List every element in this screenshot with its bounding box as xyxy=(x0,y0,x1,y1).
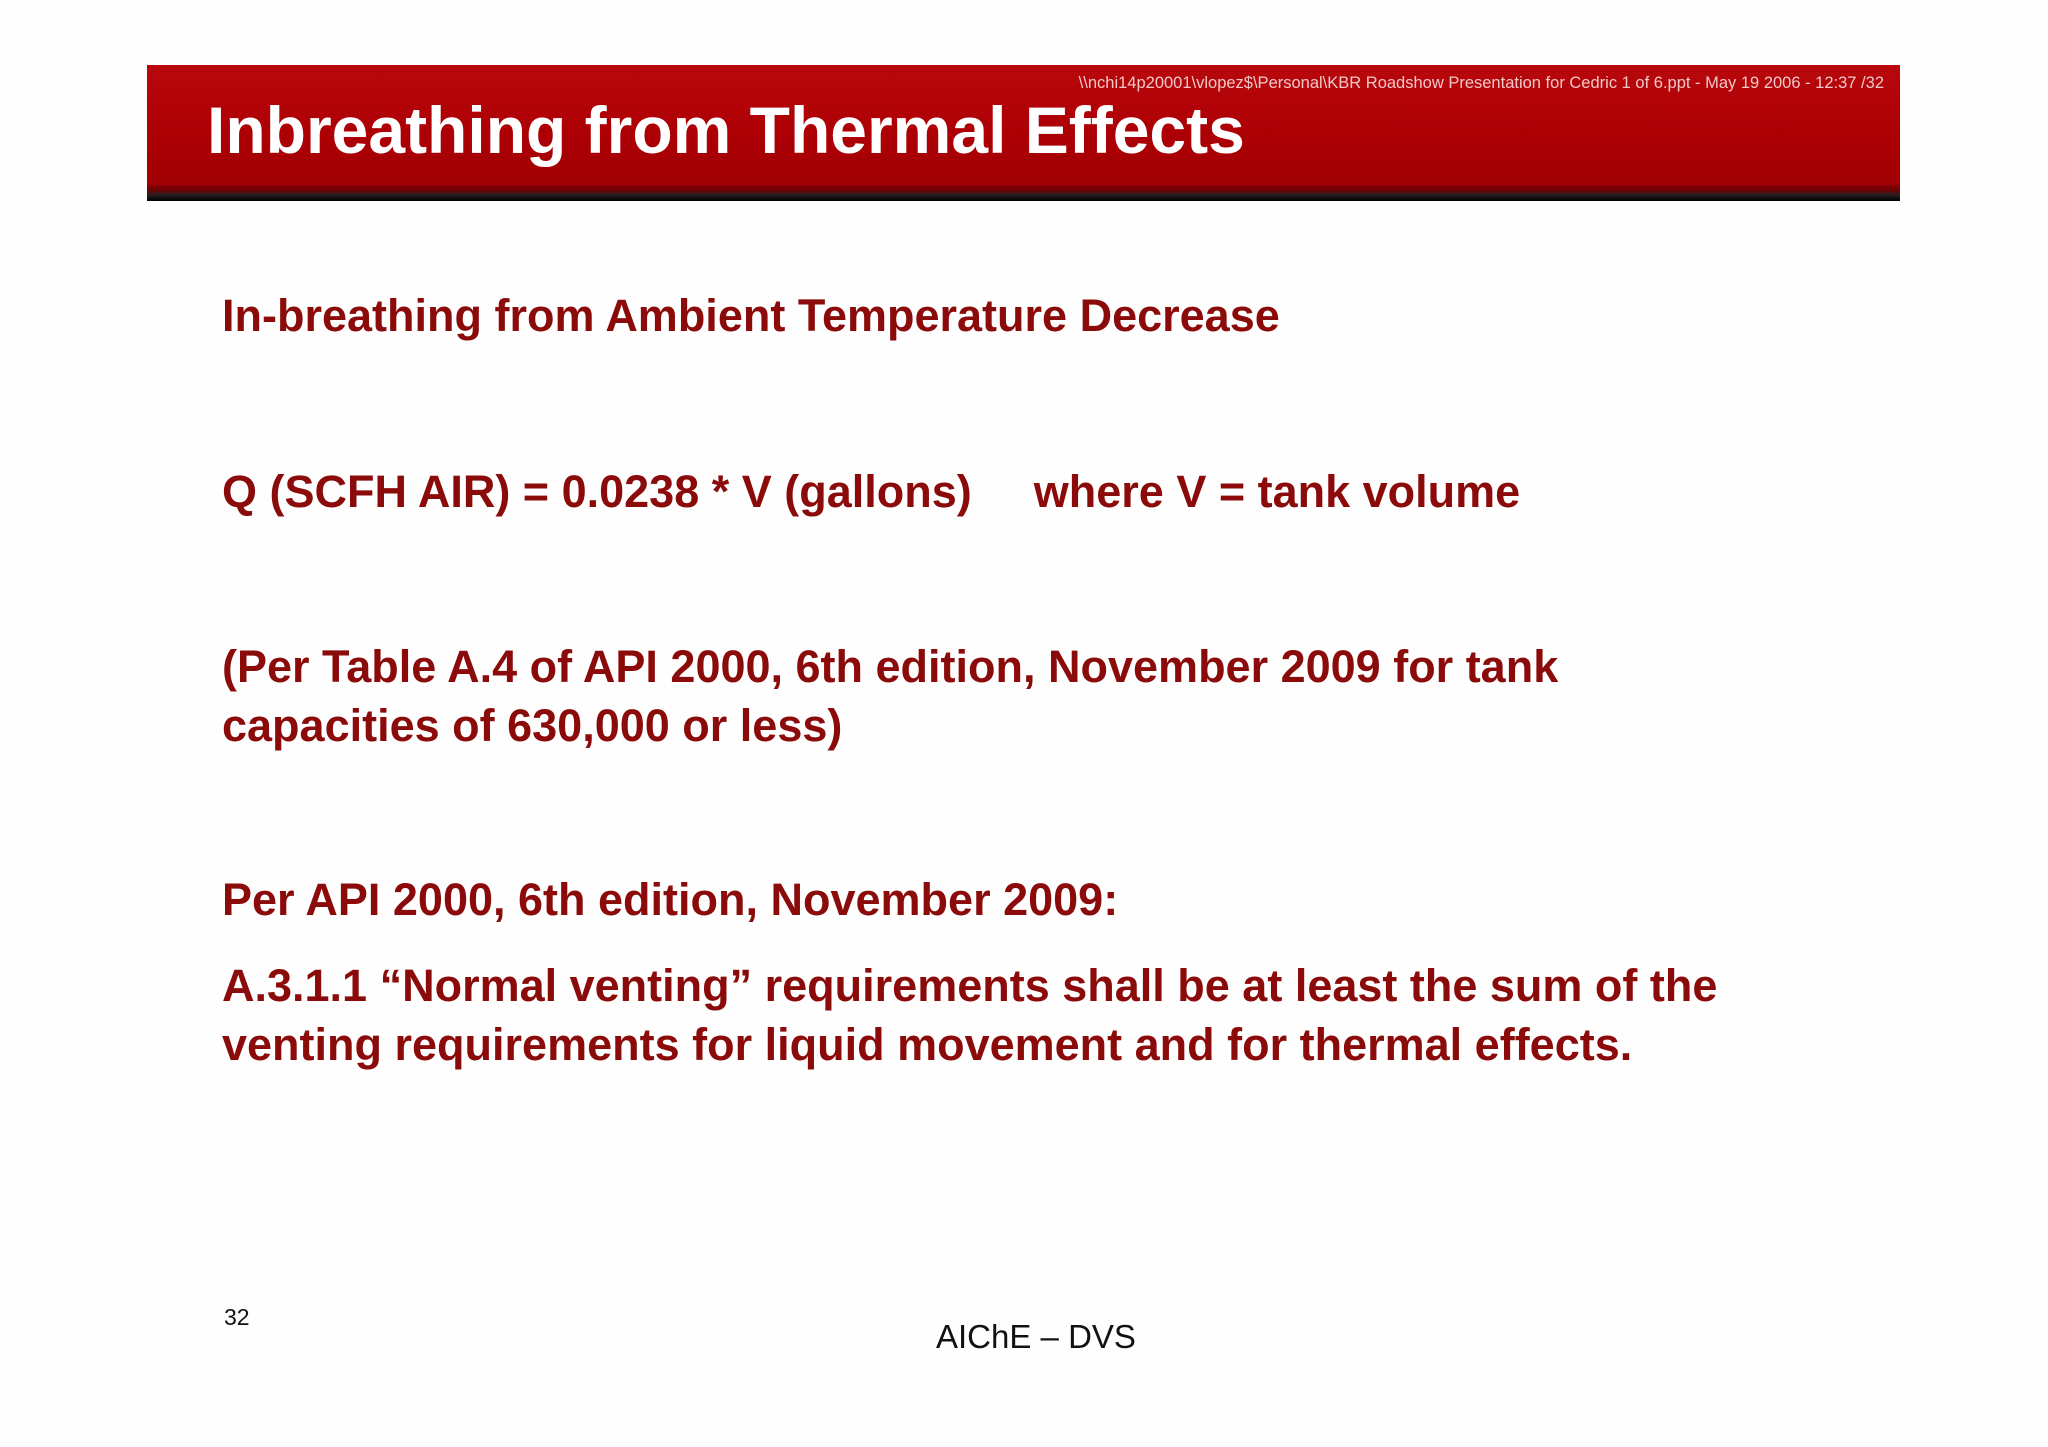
table-reference xyxy=(222,637,1558,755)
slide-title: Inbreathing from Thermal Effects xyxy=(207,93,1245,167)
subheading: In-breathing from Ambient Temperature Decrease xyxy=(222,290,1280,341)
requirement-line-2: venting requirements for liquid movement and for thermal effects. xyxy=(222,1019,1633,1070)
table-reference-line-1: (Per Table A.4 of API 2000, 6th edition, November 2009 for tank xyxy=(222,641,1559,692)
requirement-line-1: A.3.1.1 “Normal venting” requirements shall be at least the sum of the xyxy=(222,960,1718,1011)
header-underline xyxy=(147,185,1900,201)
file-path: \\nchi14p20001\vlopez$\Personal\KBR Roadshow Presentation for Cedric 1 of 6.ppt - May 19 2006 - 12:37 /32 xyxy=(1078,74,1884,92)
requirement-text xyxy=(222,956,1717,1074)
table-reference-line-2: capacities of 630,000 or less) xyxy=(222,700,843,751)
per-api-heading: Per API 2000, 6th edition, November 2009: xyxy=(222,874,1119,925)
footer-organization: AIChE – DVS xyxy=(936,1318,1136,1355)
formula-note: where V = tank volume xyxy=(1033,466,1521,517)
formula: Q (SCFH AIR) = 0.0238 * V (gallons) xyxy=(222,466,972,517)
formula-line xyxy=(222,462,1520,521)
slide-number: 32 xyxy=(224,1304,250,1330)
